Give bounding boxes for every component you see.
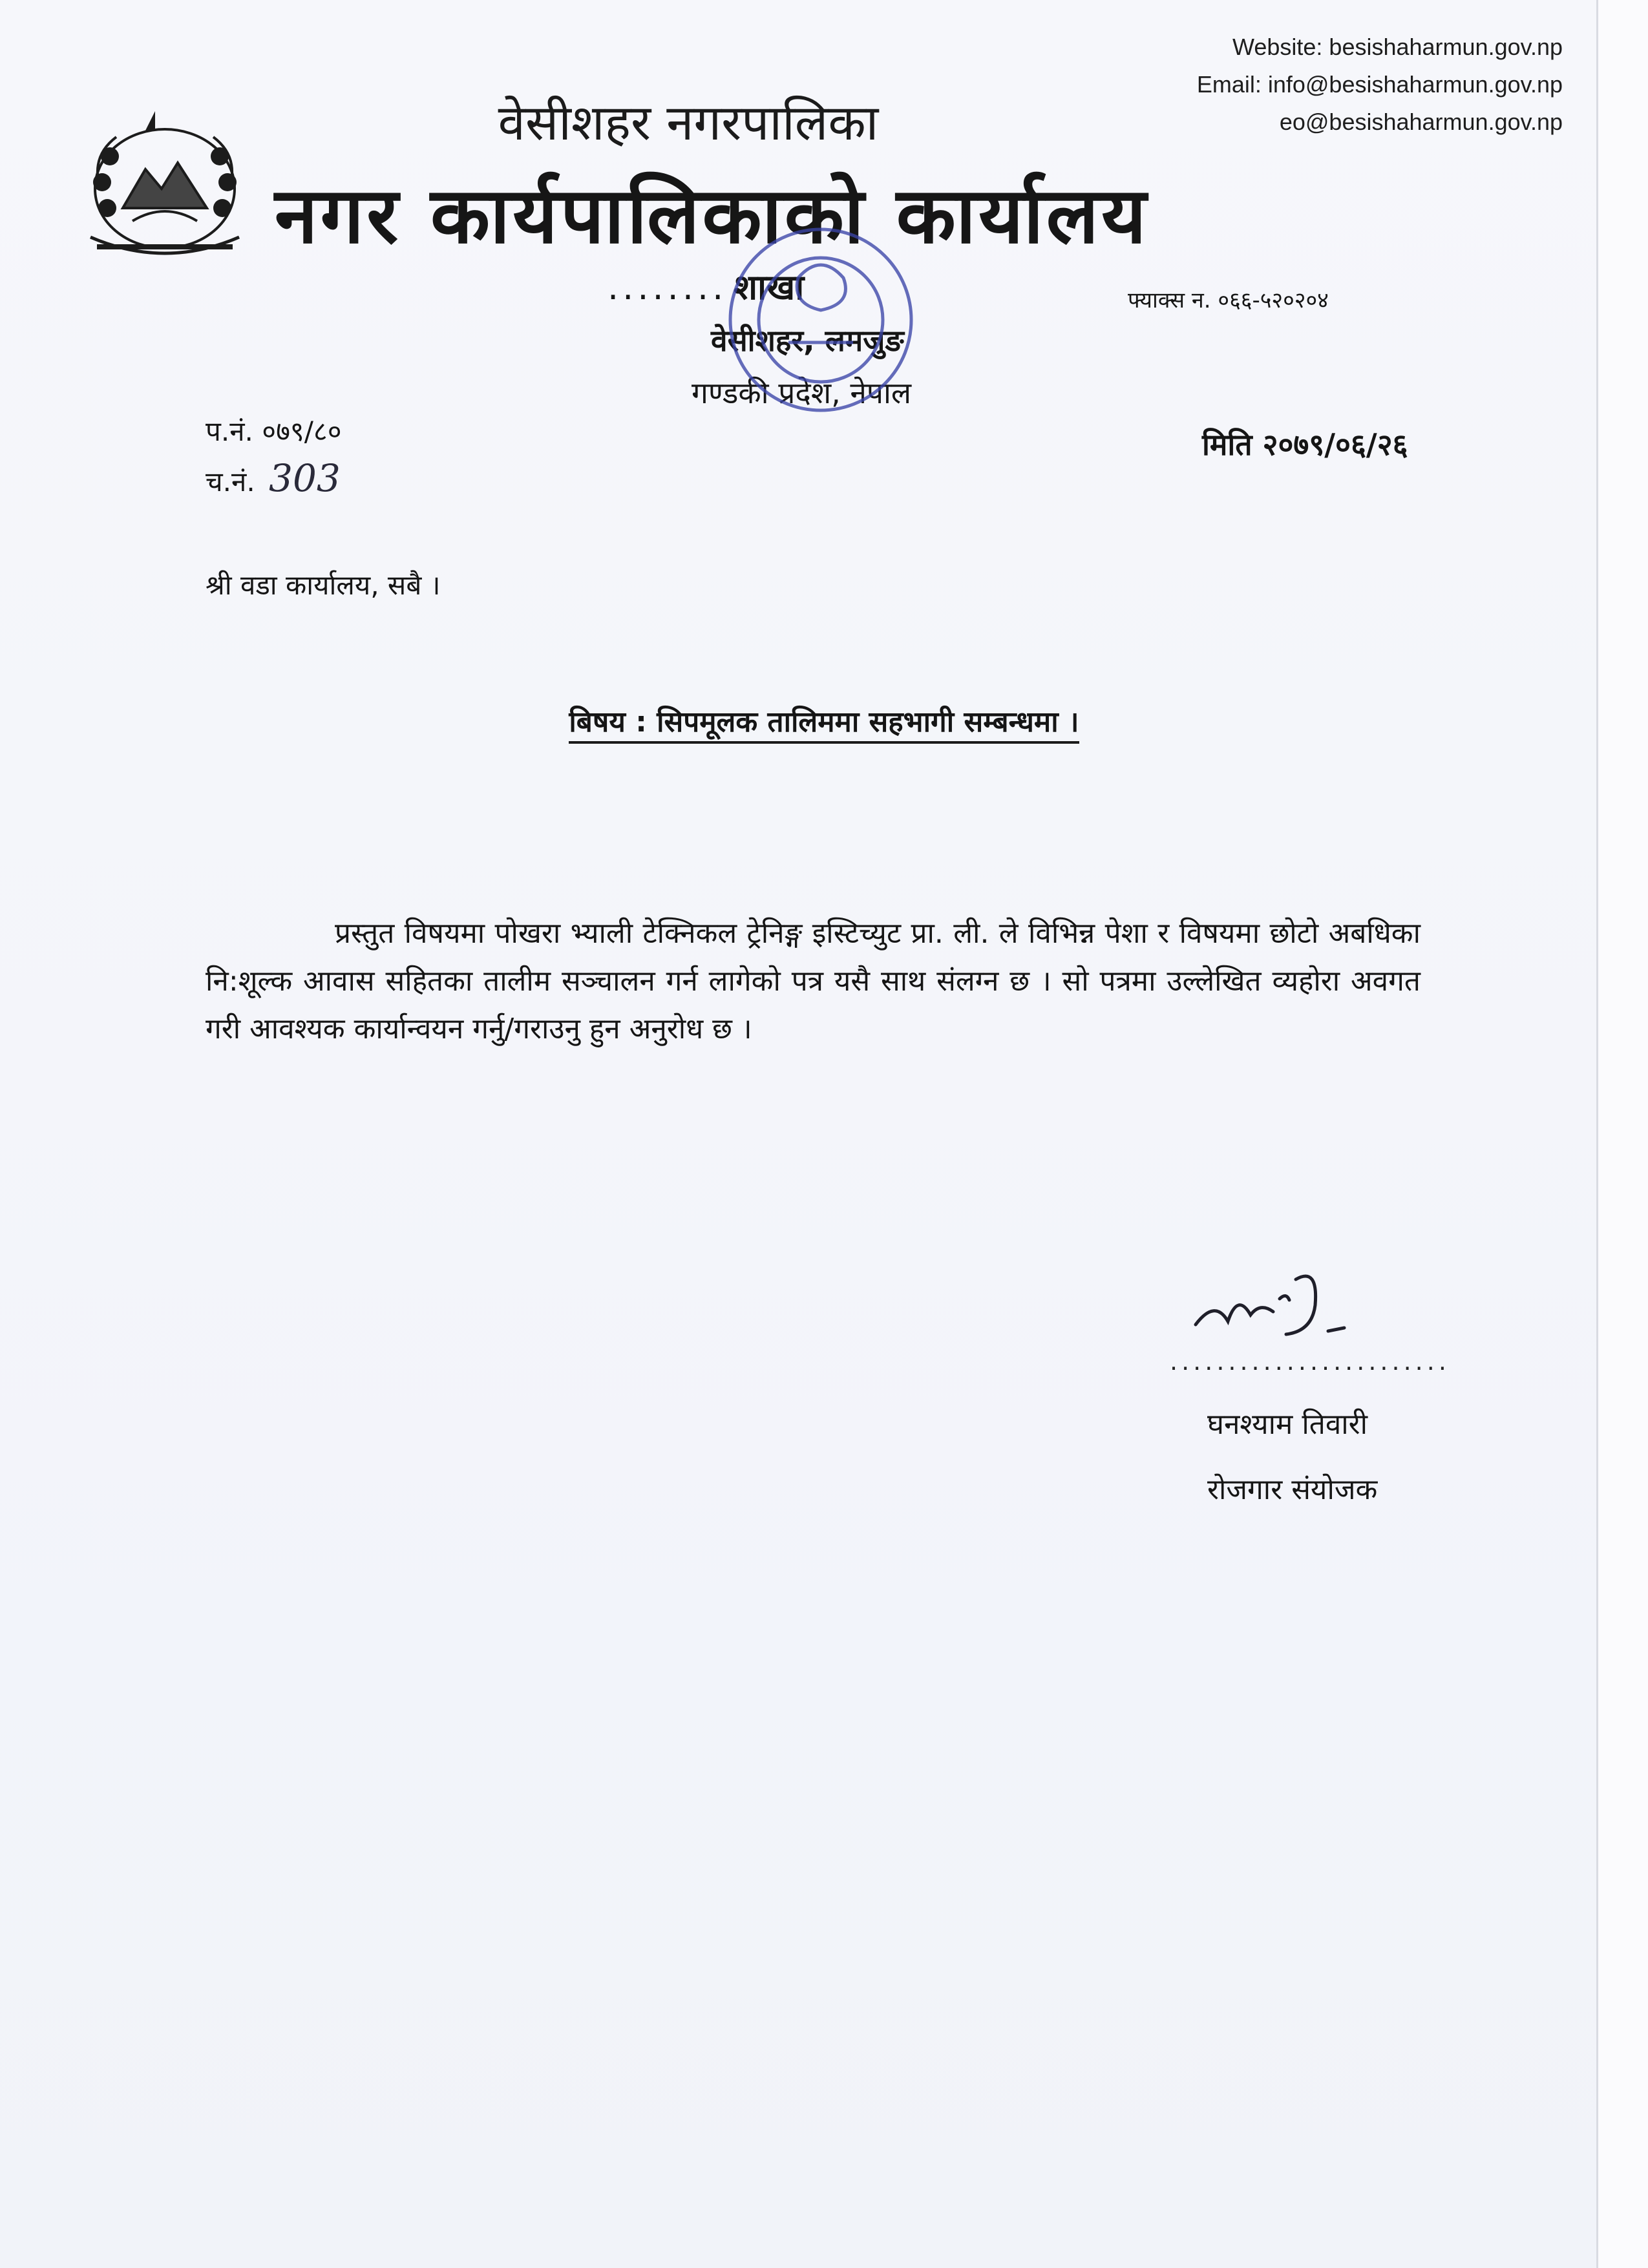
signature-dots: ........................ — [1170, 1347, 1450, 1376]
chalani-number-value: 303 — [269, 456, 341, 500]
signature-icon — [1189, 1254, 1383, 1357]
office-stamp-icon — [717, 213, 924, 426]
address-line-2: गण्डकी प्रदेश, नेपाल — [692, 375, 912, 410]
patra-number-label: प.नं. — [206, 415, 253, 447]
signatory-title: रोजगार संयोजक — [1207, 1473, 1378, 1506]
scan-edge — [1596, 0, 1648, 2268]
office-title: नगर कार्यपालिकाको कार्यालय — [275, 171, 1149, 261]
fax-number: फ्याक्स न. ०६६-५२०२०४ — [1128, 288, 1329, 313]
section-dots: ........ — [607, 267, 728, 308]
chalani-number-row — [206, 456, 341, 500]
website-text: Website: besishaharmun.gov.np — [1232, 34, 1563, 60]
chalani-number-label: च.नं. — [206, 466, 255, 498]
email-text: Email: info@besishaharmun.gov.np — [1196, 71, 1563, 98]
address-line-1: वेसीशहर, लमजुङ — [711, 323, 904, 358]
recipient: श्री वडा कार्यालय, सबै । — [206, 569, 441, 601]
section-label: शाखा — [734, 267, 805, 308]
body-paragraph: प्रस्तुत विषयमा पोखरा भ्याली टेक्निकल ट्रेनिङ्ग इस्टिच्युट प्रा. ली. ले विभिन्न पेशा र विषयमा छोटो अबधिका नि:शूल्क आवास सहितका तालीम सञ्चालन गर्न लागेको पत्र यसै साथ संलग्न छ । सो पत्रमा उल्लेखित व्यहोरा अवगत गरी आवश्यक कार्यान्वयन गर्नु/गराउनु हुन अनुरोध छ । — [206, 917, 1421, 1045]
subject-line — [0, 703, 1648, 742]
patra-number-value: ०७९/८० — [262, 415, 342, 447]
subject-text: बिषय : सिपमूलक तालिममा सहभागी सम्बन्धमा । — [569, 706, 1079, 744]
letter-date: मिति २०७९/०६/२६ — [1202, 427, 1408, 462]
email-secondary-text: eo@besishaharmun.gov.np — [1279, 109, 1563, 135]
signatory-name: घनश्याम तिवारी — [1207, 1408, 1368, 1441]
patra-number-row — [206, 414, 342, 450]
municipality-name: वेसीशहर नगरपालिका — [498, 94, 879, 151]
